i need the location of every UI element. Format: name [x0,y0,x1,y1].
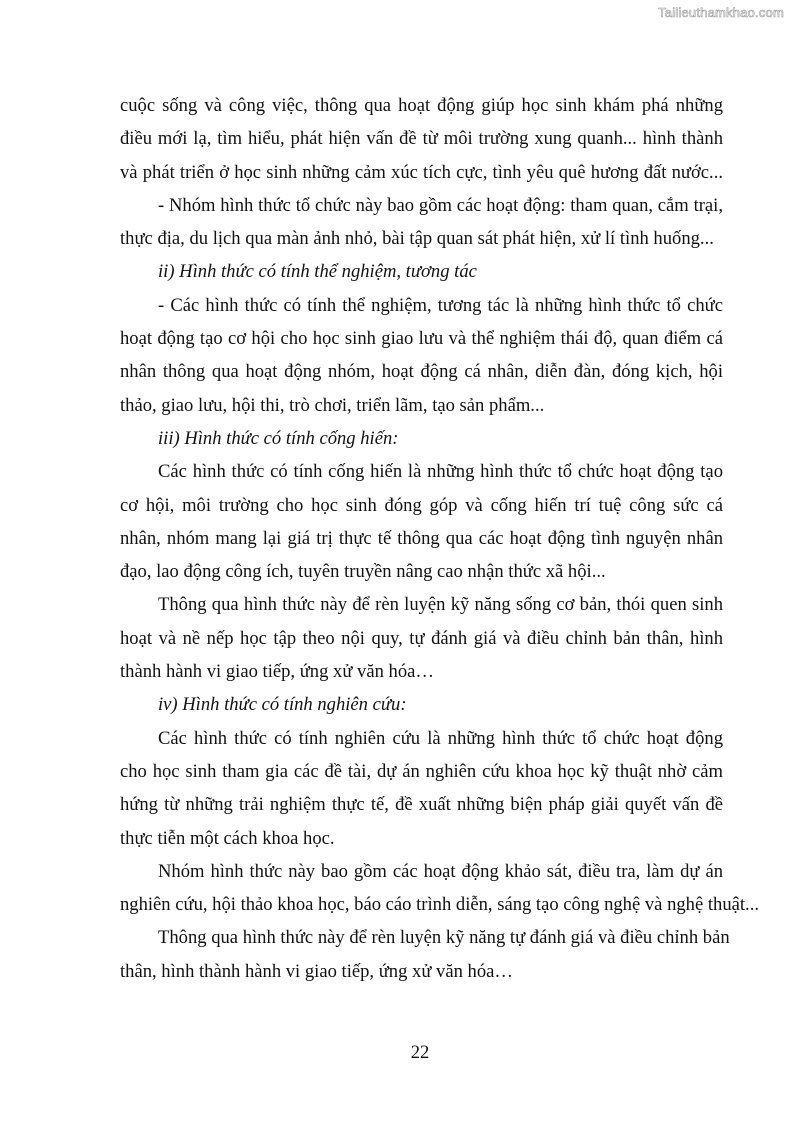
text-line: thân, hình thành hành vi giao tiếp, ứng xử văn hóa… [120,960,513,982]
text-line: hứng từ những trải nghiệm thực tế, đề xuất những biện pháp giải quyết vấn đề [120,794,723,816]
text-line: thực địa, du lịch qua màn ảnh nhỏ, bài tập quan sát phát hiện, xử lí tình huống... [120,228,714,250]
section-heading [120,688,723,721]
text-line: - Nhóm hình thức tổ chức này bao gồm các hoạt động: tham quan, cắm trại, [158,194,723,216]
text-line: hoạt động tạo cơ hội cho học sinh giao lưu và thể nghiệm thái độ, quan điểm cá [120,328,723,350]
paragraph [120,588,723,688]
text-line: Các hình thức có tính cống hiến là những hình thức tổ chức hoạt động tạo [158,461,723,483]
paragraph [120,189,723,256]
text-line: Thông qua hình thức này để rèn luyện kỹ năng sống cơ bản, thói quen sinh [158,594,723,616]
document-body [120,89,759,988]
text-line: điều mới lạ, tìm hiểu, phát hiện vấn đề từ môi trường xung quanh... hình thành [120,128,723,150]
paragraph [120,89,723,189]
text-line: Nhóm hình thức này bao gồm các hoạt động khảo sát, điều tra, làm dự án [158,860,723,882]
text-line: - Các hình thức có tính thể nghiệm, tương tác là những hình thức tổ chức [158,294,723,316]
text-line: và phát triển ở học sinh những cảm xúc tích cực, tình yêu quê hương đất nước... [120,161,723,183]
text-line: cơ hội, môi trường cho học sinh đóng góp và cống hiến trí tuệ công sức cá [120,494,723,516]
paragraph [120,722,723,855]
text-line: iii) Hình thức có tính cống hiến: [158,427,399,449]
section-heading [120,255,723,288]
text-line: Các hình thức có tính nghiên cứu là những hình thức tổ chức hoạt động [158,727,723,749]
text-line: đạo, lao động công ích, tuyên truyền nâng cao nhận thức xã hội... [120,561,606,583]
text-line: nhân, nhóm mang lại giá trị thực tế thông qua các hoạt động tình nguyện nhân [120,527,723,549]
paragraph [120,855,759,922]
text-line: cuộc sống và công việc, thông qua hoạt động giúp học sinh khám phá những [120,95,723,116]
section-heading [120,422,723,455]
text-line: ii) Hình thức có tính thể nghiệm, tương tác [158,261,477,283]
paragraph [120,289,723,422]
text-line: Thông qua hình thức này để rèn luyện kỹ năng tự đánh giá và điều chỉnh bản [158,927,730,949]
text-line: thực tiễn một cách khoa học. [120,827,335,849]
watermark: Tailieuthamkhao.com [658,5,784,20]
paragraph [120,455,723,588]
text-line: cho học sinh tham gia các đề tài, dự án nghiên cứu khoa học kỹ thuật nhờ cảm [120,760,723,782]
page-number: 22 [410,1042,430,1063]
text-line: thành hành vi giao tiếp, ứng xử văn hóa… [120,661,434,683]
paragraph [120,921,730,988]
text-line: iv) Hình thức có tính nghiên cứu: [158,694,407,716]
text-line: nhân thông qua hoạt động nhóm, hoạt động cá nhân, diễn đàn, đóng kịch, hội [120,361,723,383]
text-line: thảo, giao lưu, hội thi, trò chơi, triển lãm, tạo sản phẩm... [120,394,545,416]
text-line: nghiên cứu, hội thảo khoa học, báo cáo trình diễn, sáng tạo công nghệ và nghệ thuật... [120,894,759,916]
text-line: hoạt và nề nếp học tập theo nội quy, tự đánh giá và điều chỉnh bản thân, hình [120,627,723,649]
